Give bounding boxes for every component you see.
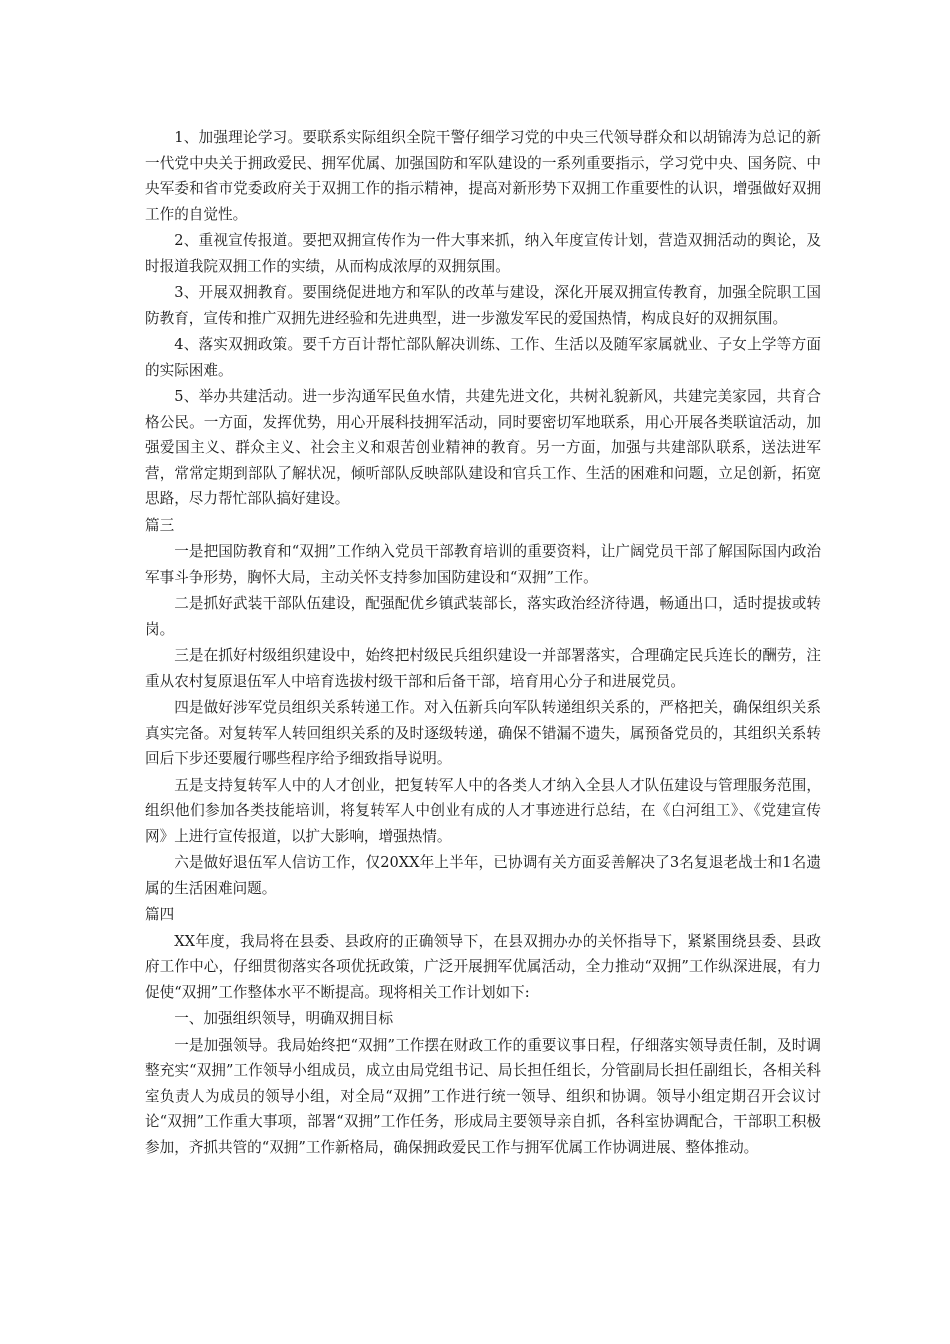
- paragraph-item-two: 二是抓好武装干部队伍建设，配强配优乡镇武装部长，落实政治经济待遇，畅通出口，适时提拔或转岗。: [145, 595, 821, 638]
- paragraph-education: 3、开展双拥教育。要围绕促进地方和军队的改革与建设，深化开展双拥宣传教育，加强全院职工国防教育，宣传和推广双拥先进经验和先进典型，进一步激发军民的爱国热情，构成良好的双拥氛围。: [145, 284, 821, 327]
- subheading-organization: 一、加强组织领导，明确双拥目标: [174, 1010, 394, 1027]
- paragraph-leadership: 一是加强领导。我局始终把“双拥”工作摆在财政工作的重要议事日程，仔细落实领导责任制，及时调整充实“双拥”工作领导小组成员，成立由局党组书记、局长担任组长，分管副局长担任副组长，各相关科室负责人为成员的领导小组，对全局“双拥”工作进行统一领导、组织和协调。领导小组定期召开会议讨论“双拥”工作重大事项，部署“双拥”工作任务，形成局主要领导亲自抓，各科室协调配合，干部职工积极参加，齐抓共管的“双拥”工作新格局，确保拥政爱民工作与拥军优属工作协调进展、整体推动。: [145, 1036, 821, 1156]
- paragraph-theory-study: 1、加强理论学习。要联系实际组织全院干警仔细学习党的中央三代领导群众和以胡锦涛为总记的新一代党中央关于拥政爱民、拥军优属、加强国防和军队建设的一系列重要指示，学习党中央、国务院、中央军委和省市党委政府关于双拥工作的指示精神，提高对新形势下双拥工作重要性的认识，增强做好双拥工作的自觉性。: [145, 129, 821, 223]
- paragraph-publicity: 2、重视宣传报道。要把双拥宣传作为一件大事来抓，纳入年度宣传计划，营造双拥活动的舆论，及时报道我院双拥工作的实绩，从而构成浓厚的双拥氛围。: [145, 232, 821, 275]
- paragraph-policy: 4、落实双拥政策。要千方百计帮忙部队解决训练、工作、生活以及随军家属就业、子女上学等方面的实际困难。: [145, 336, 821, 379]
- paragraph-item-four: 四是做好涉军党员组织关系转递工作。对入伍新兵向军队转递组织关系的，严格把关，确保组织关系真实完备。对复转军人转回组织关系的及时逐级转递，确保不错漏不遗失，属预备党员的，其组织关系转回后下步还要履行哪些程序给予细致指导说明。: [145, 699, 821, 767]
- section-heading-part-three: 篇三: [145, 516, 175, 534]
- paragraph-annual-plan: XX年度，我局将在县委、县政府的正确领导下，在县双拥办办的关怀指导下，紧紧围绕县委、县政府工作中心，仔细贯彻落实各项优抚政策，广泛开展拥军优属活动，全力推动“双拥”工作纵深进展，有力促使“双拥”工作整体水平不断提高。现将相关工作计划如下:: [145, 932, 821, 1001]
- document-page: [145, 125, 821, 1161]
- paragraph-item-six: 六是做好退伍军人信访工作，仅20XX年上半年，已协调有关方面妥善解决了3名复退老战士和1名遗属的生活困难问题。: [145, 854, 821, 897]
- paragraph-item-one: 一是把国防教育和“双拥”工作纳入党员干部教育培训的重要资料，让广阔党员干部了解国际国内政治军事斗争形势，胸怀大局，主动关怀支持参加国防建设和“双拥”工作。: [145, 543, 821, 586]
- section-heading-part-four: 篇四: [145, 906, 175, 923]
- paragraph-joint-activities: 5、举办共建活动。进一步沟通军民鱼水情，共建先进文化，共树礼貌新风，共建完美家园，共育合格公民。一方面，发挥优势，用心开展科技拥军活动，同时要密切军地联系，用心开展各类联谊活动，加强爱国主义、群众主义、社会主义和艰苦创业精神的教育。另一方面，加强与共建部队联系，送法进军营，常常定期到部队了解状况，倾听部队反映部队建设和官兵工作、生活的困难和问题，立足创新，拓宽思路，尽力帮忙部队搞好建设。: [145, 388, 821, 507]
- paragraph-item-three: 三是在抓好村级组织建设中，始终把村级民兵组织建设一并部署落实，合理确定民兵连长的酬劳，注重从农村复原退伍军人中培育选拔村级干部和后备干部，培育用心分子和进展党员。: [145, 647, 821, 690]
- paragraph-item-five: 五是支持复转军人中的人才创业，把复转军人中的各类人才纳入全县人才队伍建设与管理服务范围，组织他们参加各类技能培训，将复转军人中创业有成的人才事迹进行总结，在《白河组工》、《党建宣传网》上进行宣传报道，以扩大影响，增强热情。: [145, 776, 821, 845]
